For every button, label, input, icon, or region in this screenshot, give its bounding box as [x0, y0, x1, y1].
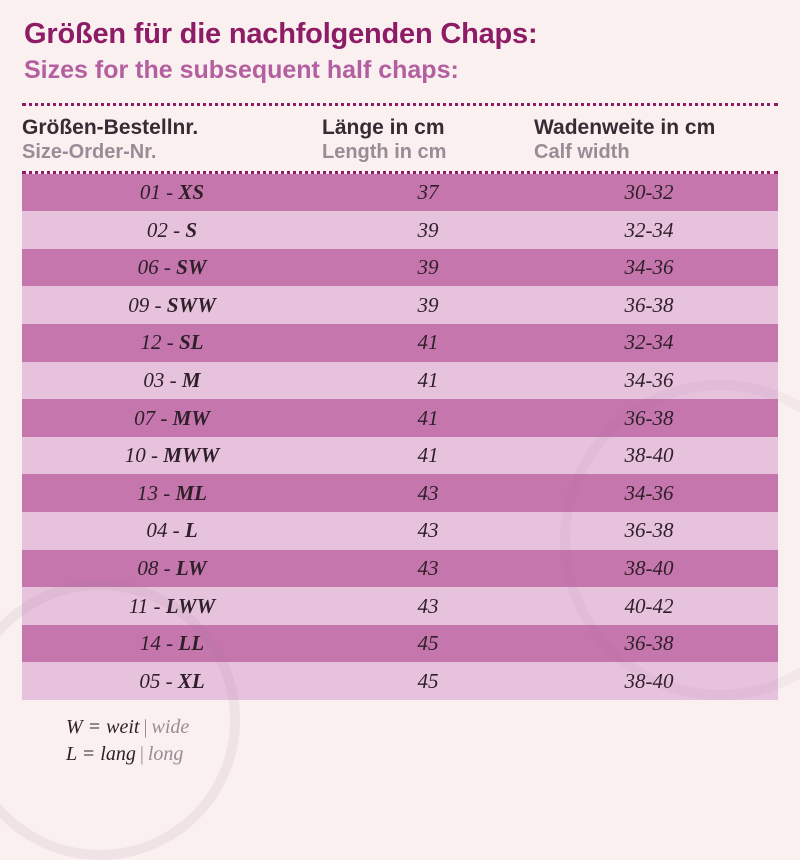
- cell-length: 37: [417, 180, 439, 204]
- cell-size-order-nr: [22, 180, 322, 205]
- legend-separator: |: [143, 716, 148, 739]
- title-block: [0, 0, 800, 95]
- size-name: XS: [178, 180, 205, 204]
- table-row: [22, 249, 778, 287]
- table-row: [22, 662, 778, 700]
- size-name: SW: [176, 255, 207, 280]
- size-order-code: 02 -: [146, 217, 186, 242]
- cell-size-order-nr: [22, 218, 322, 243]
- column-header-size-en: Size-Order-Nr.: [22, 141, 157, 164]
- table-column-headers: [0, 106, 800, 170]
- cell-length: 41: [417, 443, 439, 468]
- column-header-calf-en: Calf width: [534, 141, 630, 164]
- column-header-calf: [534, 116, 764, 164]
- column-header-length: [322, 116, 534, 164]
- size-order-code: 09 -: [128, 292, 167, 317]
- size-order-code: 07 -: [134, 405, 173, 430]
- table-row: [22, 512, 778, 550]
- cell-length: 39: [417, 292, 439, 317]
- size-name: L: [184, 518, 198, 543]
- size-name: SL: [178, 330, 204, 355]
- table-row: [22, 324, 778, 362]
- legend-l-de: L = lang: [66, 743, 136, 766]
- size-name: M: [181, 367, 201, 392]
- size-order-code: 14 -: [139, 631, 179, 656]
- legend: [0, 700, 800, 768]
- page-title-en: Sizes for the subsequent half chaps:: [24, 56, 459, 85]
- cell-size-order-nr: [22, 481, 322, 506]
- size-order-code: 11 -: [128, 593, 166, 618]
- cell-length: 43: [417, 518, 439, 543]
- table-row: [22, 399, 778, 437]
- column-header-length-en: Length in cm: [322, 141, 447, 164]
- size-name: XL: [177, 668, 205, 693]
- cell-length: 45: [417, 668, 439, 693]
- column-header-size-de: Größen-Bestellnr.: [22, 116, 199, 140]
- table-row: [22, 587, 778, 625]
- table-row: [22, 474, 778, 512]
- size-table: [22, 171, 778, 700]
- table-row: [22, 211, 778, 249]
- size-order-code: 05 -: [139, 668, 178, 693]
- size-name: ML: [175, 480, 207, 505]
- cell-length: 43: [417, 480, 439, 505]
- cell-size-order-nr: [22, 594, 322, 619]
- size-order-code: 12 -: [140, 330, 179, 355]
- cell-size-order-nr: [22, 631, 322, 656]
- cell-size-order-nr: [22, 293, 322, 318]
- cell-calf-width: 38-40: [624, 443, 674, 468]
- legend-row: [66, 741, 800, 768]
- size-name: SWW: [166, 292, 216, 317]
- cell-length: 43: [417, 555, 439, 580]
- cell-length: 41: [417, 330, 439, 355]
- legend-row: [66, 714, 800, 741]
- legend-separator: |: [139, 743, 144, 766]
- size-order-code: 03 -: [143, 367, 182, 392]
- table-row: [22, 625, 778, 663]
- cell-size-order-nr: [22, 368, 322, 393]
- cell-size-order-nr: [22, 518, 322, 543]
- legend-w-de: W = weit: [66, 716, 140, 739]
- size-name: LL: [178, 631, 205, 656]
- cell-length: 41: [417, 367, 439, 392]
- legend-l-en: long: [147, 743, 184, 766]
- table-row: [22, 437, 778, 475]
- table-row: [22, 550, 778, 588]
- column-header-calf-de: Wadenweite in cm: [534, 116, 716, 140]
- size-order-code: 13 -: [137, 480, 176, 505]
- cell-size-order-nr: [22, 330, 322, 355]
- cell-length: 45: [417, 631, 439, 656]
- size-order-code: 04 -: [146, 518, 185, 543]
- cell-calf-width: 36-38: [624, 518, 674, 543]
- column-header-size: [22, 116, 322, 164]
- cell-calf-width: 38-40: [624, 668, 674, 693]
- cell-length: 39: [417, 255, 439, 280]
- cell-calf-width: 34-36: [624, 255, 674, 280]
- column-header-length-de: Länge in cm: [322, 116, 445, 140]
- size-name: MWW: [163, 443, 220, 468]
- size-order-code: 06 -: [137, 255, 177, 280]
- cell-size-order-nr: [22, 556, 322, 581]
- cell-calf-width: 36-38: [624, 405, 674, 430]
- cell-calf-width: 32-34: [624, 330, 674, 355]
- cell-calf-width: 34-36: [624, 480, 674, 505]
- cell-calf-width: 30-32: [624, 180, 674, 204]
- cell-calf-width: 36-38: [624, 292, 674, 317]
- cell-size-order-nr: [22, 255, 322, 280]
- cell-size-order-nr: [22, 669, 322, 694]
- cell-length: 39: [417, 217, 439, 242]
- size-name: MW: [172, 405, 210, 430]
- size-name: LW: [175, 555, 207, 580]
- size-order-code: 10 -: [124, 443, 164, 468]
- page-title-de: Größen für die nachfolgenden Chaps:: [24, 18, 538, 50]
- size-order-code: 08 -: [137, 555, 176, 580]
- size-name: LWW: [165, 593, 216, 618]
- cell-calf-width: 40-42: [624, 593, 674, 618]
- table-row: [22, 362, 778, 400]
- table-row: [22, 174, 778, 212]
- cell-calf-width: 36-38: [624, 631, 674, 656]
- cell-calf-width: 34-36: [624, 367, 674, 392]
- size-name: S: [185, 217, 198, 242]
- cell-size-order-nr: [22, 443, 322, 468]
- size-order-code: 01 -: [139, 180, 179, 204]
- cell-calf-width: 32-34: [624, 217, 674, 242]
- cell-calf-width: 38-40: [624, 555, 674, 580]
- cell-size-order-nr: [22, 406, 322, 431]
- table-row: [22, 286, 778, 324]
- cell-length: 43: [417, 593, 439, 618]
- cell-length: 41: [417, 405, 439, 430]
- legend-w-en: wide: [151, 716, 190, 739]
